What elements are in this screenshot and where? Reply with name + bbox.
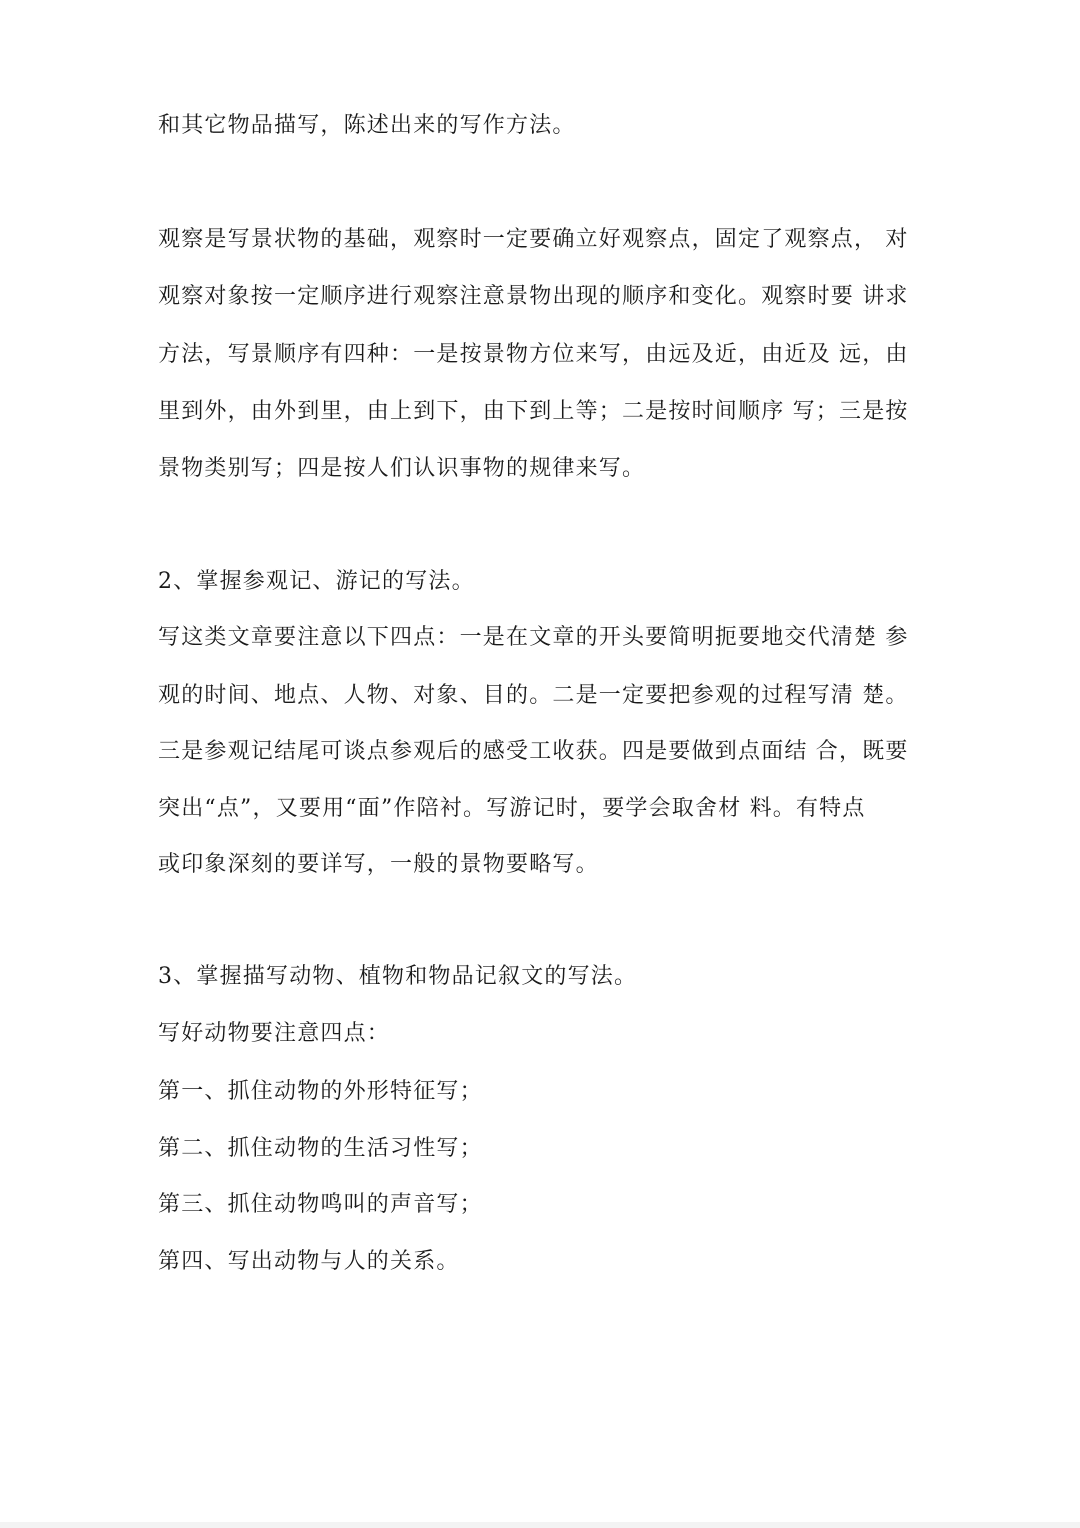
paragraph-visit-line-1: 写这类文章要注意以下四点：一是在文章的开头要简明扼要地交代清楚 参 [158,625,909,650]
paragraph-observation-line-3: 方法，写景顺序有四种：一是按景物方位来写，由远及近，由近及 远，由 [158,342,909,367]
paragraph-observation-line-5: 景物类别写；四是按人们认识事物的规律来写。 [158,456,646,481]
paragraph-line-intro-end: 和其它物品描写，陈述出来的写作方法。 [158,113,576,138]
section-heading-2: 2、掌握参观记、游记的写法。 [158,569,475,594]
paragraph-visit-line-2: 观的时间、地点、人物、对象、目的。二是一定要把参观的过程写清 楚。 [158,683,909,708]
paragraph-visit-line-4: 突出“点”，又要用“面”作陪衬。写游记时，要学会取舍材 料。有特点 [158,796,866,821]
list-item-4: 第四、写出动物与人的关系。 [158,1249,460,1274]
page-bottom-edge [0,1522,1080,1528]
paragraph-visit-line-5: 或印象深刻的要详写，一般的景物要略写。 [158,852,599,877]
paragraph-observation-line-1: 观察是写景状物的基础，观察时一定要确立好观察点，固定了观察点， 对 [158,227,909,252]
list-item-3: 第三、抓住动物鸣叫的声音写； [158,1192,483,1217]
paragraph-observation-line-4: 里到外，由外到里，由上到下，由下到上等；二是按时间顺序 写；三是按 [158,399,909,424]
list-item-2: 第二、抓住动物的生活习性写； [158,1136,483,1161]
section-heading-3: 3、掌握描写动物、植物和物品记叙文的写法。 [158,964,638,989]
paragraph-animal-intro: 写好动物要注意四点： [158,1021,391,1046]
paragraph-observation-line-2: 观察对象按一定顺序进行观察注意景物出现的顺序和变化。观察时要 讲求 [158,284,909,309]
list-item-1: 第一、抓住动物的外形特征写； [158,1079,483,1104]
paragraph-visit-line-3: 三是参观记结尾可谈点参观后的感受工收获。四是要做到点面结 合，既要 [158,739,909,764]
